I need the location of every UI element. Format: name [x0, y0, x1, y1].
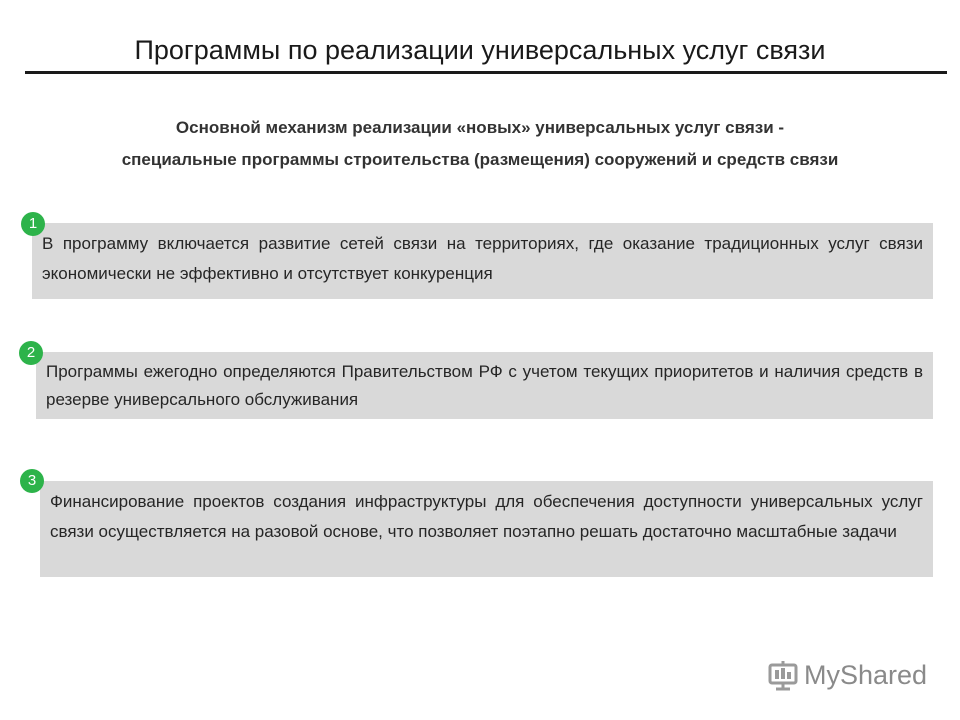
- subtitle-line-1: Основной механизм реализации «новых» универсальных услуг связи -: [175, 118, 785, 137]
- badge-1: 1: [21, 212, 45, 236]
- badge-2: 2: [19, 341, 43, 365]
- subtitle-line-2: специальные программы строительства (размещения) сооружений и средств связи: [121, 150, 839, 169]
- item-box-1: [32, 223, 933, 299]
- slide-title: Программы по реализации универсальных услуг связи: [134, 35, 826, 65]
- title-divider: [25, 71, 947, 74]
- item-text-1: В программу включается развитие сетей связи на территориях, где оказание традиционных услуг связи экономически не эффективно и отсутствует конкуренция: [42, 234, 923, 283]
- watermark-logo: [766, 655, 927, 695]
- item-box-3: [40, 481, 933, 577]
- item-text-3: Финансирование проектов создания инфраструктуры для обеспечения доступности универсальных услуг связи осуществляется на разовой основе, что позволяет поэтапно решать достаточно масштабные задачи: [50, 492, 923, 541]
- item-text-2: Программы ежегодно определяются Правительством РФ с учетом текущих приоритетов и наличия средств в резерве универсального обслуживания: [46, 362, 923, 409]
- item-box-2: [36, 352, 933, 419]
- watermark-text: MyShared: [804, 659, 928, 690]
- slide-subtitle: [20, 112, 940, 176]
- badge-3: 3: [20, 469, 44, 493]
- myshared-logo-icon: [766, 658, 800, 692]
